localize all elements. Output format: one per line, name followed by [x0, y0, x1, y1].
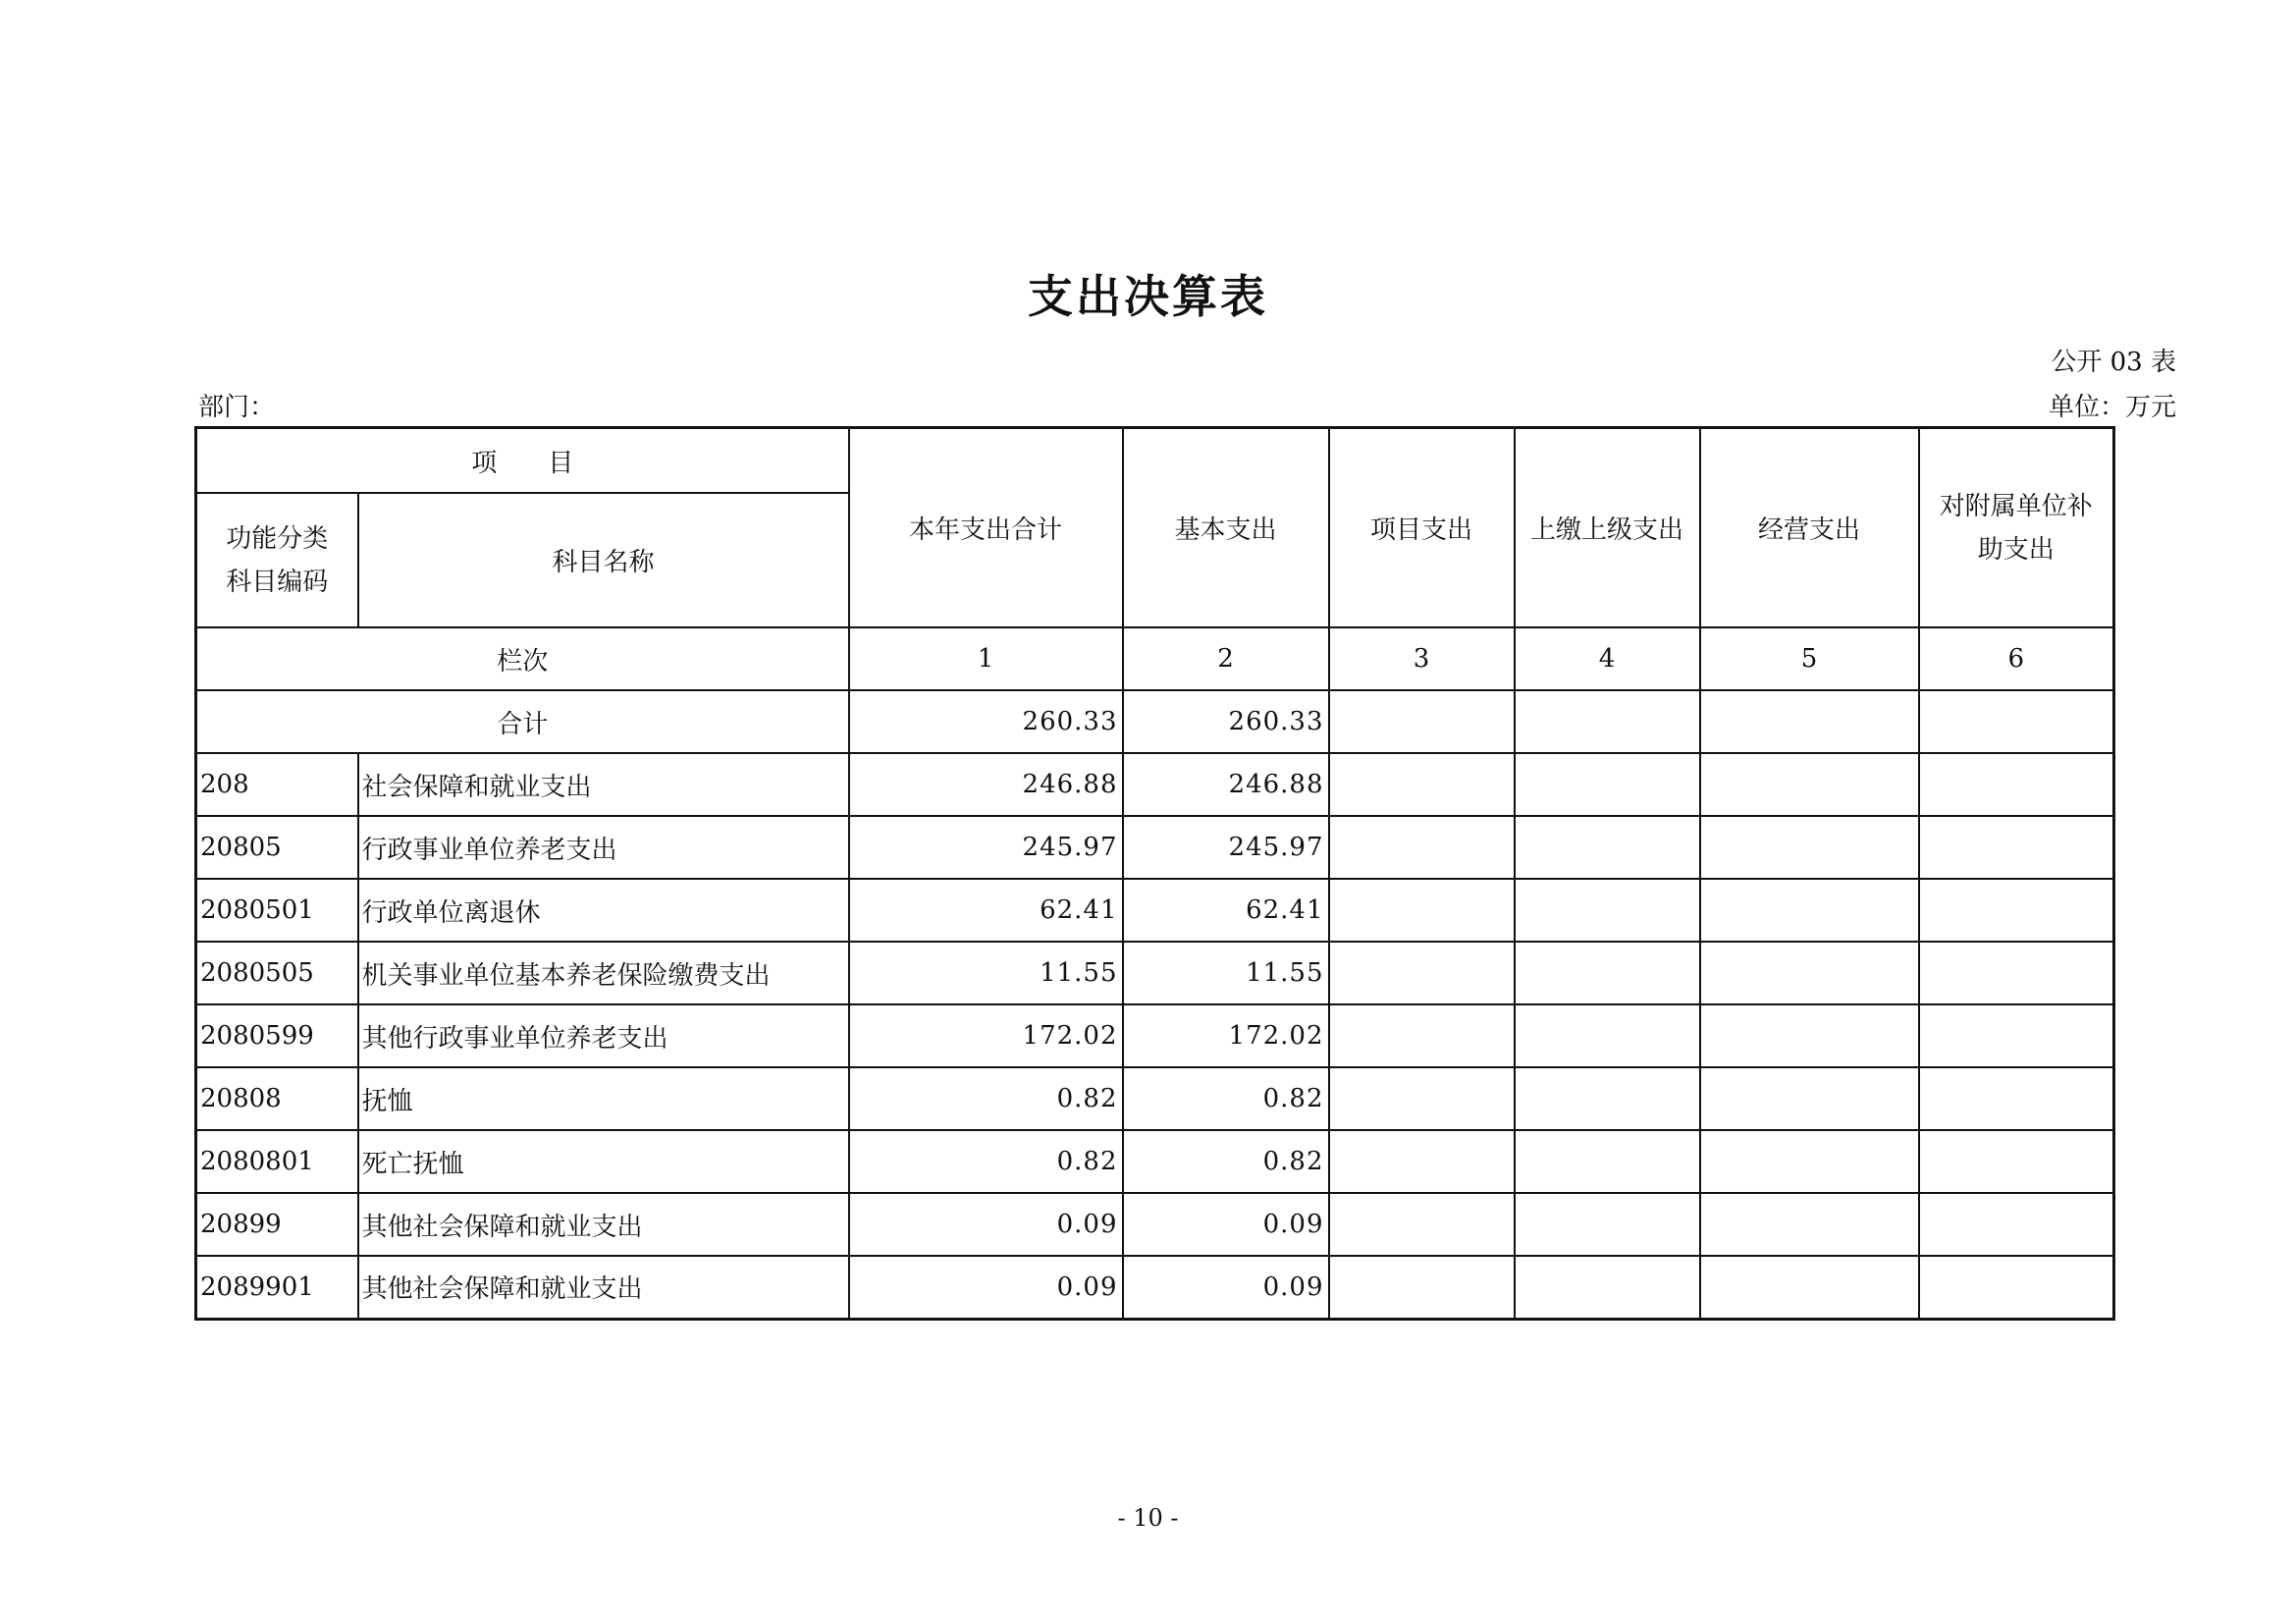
- empty-cell: [1919, 1256, 2114, 1319]
- empty-cell: [1515, 1004, 1700, 1067]
- header-col6: [1919, 428, 2114, 628]
- empty-cell: [1700, 1256, 1919, 1319]
- table-row: [196, 879, 2114, 942]
- header-col6-line1: 对附属单位补: [1939, 491, 2093, 521]
- row-name: 社会保障和就业支出: [358, 753, 849, 816]
- empty-cell: [1919, 942, 2114, 1004]
- empty-cell: [1700, 1004, 1919, 1067]
- empty-cell: [1329, 1067, 1515, 1130]
- row-value-1: 62.41: [849, 879, 1123, 942]
- header-col6-line2: 助支出: [1977, 534, 2055, 565]
- empty-cell: [1700, 942, 1919, 1004]
- row-value-1: 172.02: [849, 1004, 1123, 1067]
- row-code: 208: [196, 753, 358, 816]
- row-value-1: 0.09: [849, 1193, 1123, 1256]
- row-name: 行政事业单位养老支出: [358, 816, 849, 879]
- column-number-5: 5: [1700, 627, 1919, 690]
- empty-cell: [1515, 816, 1700, 879]
- table-row: [196, 1004, 2114, 1067]
- table-row: [196, 1067, 2114, 1130]
- total-empty-cell: [1515, 690, 1700, 753]
- row-value-1: 246.88: [849, 753, 1123, 816]
- empty-cell: [1515, 879, 1700, 942]
- header-code-line2: 科目编码: [226, 567, 329, 597]
- empty-cell: [1919, 879, 2114, 942]
- header-name: 科目名称: [358, 493, 849, 627]
- empty-cell: [1919, 1193, 2114, 1256]
- row-code: 20899: [196, 1193, 358, 1256]
- unit-label: 单位：万元: [2048, 393, 2176, 422]
- total-row: [196, 690, 2114, 753]
- row-name: 机关事业单位基本养老保险缴费支出: [358, 942, 849, 1004]
- empty-cell: [1329, 1004, 1515, 1067]
- empty-cell: [1329, 753, 1515, 816]
- row-code: 2080599: [196, 1004, 358, 1067]
- total-empty-cell: [1919, 690, 2114, 753]
- empty-cell: [1919, 816, 2114, 879]
- row-code: 2080501: [196, 879, 358, 942]
- row-value-2: 0.82: [1123, 1130, 1329, 1193]
- header-code-line1: 功能分类: [226, 523, 329, 554]
- empty-cell: [1700, 1067, 1919, 1130]
- column-number-1: 1: [849, 627, 1123, 690]
- empty-cell: [1919, 1067, 2114, 1130]
- row-code: 2080505: [196, 942, 358, 1004]
- row-value-2: 0.09: [1123, 1256, 1329, 1319]
- empty-cell: [1919, 753, 2114, 816]
- empty-cell: [1700, 1130, 1919, 1193]
- empty-cell: [1329, 942, 1515, 1004]
- empty-cell: [1919, 1004, 2114, 1067]
- header-col4: 上缴上级支出: [1515, 428, 1700, 628]
- empty-cell: [1700, 1193, 1919, 1256]
- total-empty-cell: [1700, 690, 1919, 753]
- empty-cell: [1515, 942, 1700, 1004]
- table-row: [196, 942, 2114, 1004]
- table-row: [196, 1193, 2114, 1256]
- row-name: 其他社会保障和就业支出: [358, 1193, 849, 1256]
- row-code: 2080801: [196, 1130, 358, 1193]
- empty-cell: [1329, 1193, 1515, 1256]
- form-number: 公开 03 表: [2051, 348, 2176, 377]
- table-row: [196, 1256, 2114, 1319]
- row-value-1: 0.82: [849, 1130, 1123, 1193]
- empty-cell: [1329, 1256, 1515, 1319]
- header-col1: 本年支出合计: [849, 428, 1123, 628]
- table-row: [196, 1130, 2114, 1193]
- row-value-2: 11.55: [1123, 942, 1329, 1004]
- row-value-2: 245.97: [1123, 816, 1329, 879]
- department-label: 部门：: [198, 393, 276, 422]
- empty-cell: [1700, 753, 1919, 816]
- header-row-1: [196, 428, 2114, 494]
- expenditure-table: [194, 426, 2115, 1321]
- row-name: 其他行政事业单位养老支出: [358, 1004, 849, 1067]
- empty-cell: [1515, 1256, 1700, 1319]
- header-item: 项 目: [196, 428, 849, 494]
- page-number: - 10 -: [1117, 1504, 1179, 1532]
- row-code: 20808: [196, 1067, 358, 1130]
- row-value-2: 0.09: [1123, 1193, 1329, 1256]
- row-name: 其他社会保障和就业支出: [358, 1256, 849, 1319]
- row-value-1: 11.55: [849, 942, 1123, 1004]
- total-label: 合计: [196, 690, 849, 753]
- header-col2: 基本支出: [1123, 428, 1329, 628]
- document-title: 支出决算表: [1028, 270, 1268, 323]
- column-number-6: 6: [1919, 627, 2114, 690]
- empty-cell: [1515, 1067, 1700, 1130]
- row-value-2: 172.02: [1123, 1004, 1329, 1067]
- table-row: [196, 816, 2114, 879]
- row-value-1: 0.82: [849, 1067, 1123, 1130]
- header-col3: 项目支出: [1329, 428, 1515, 628]
- table-body: [196, 428, 2114, 1320]
- empty-cell: [1329, 879, 1515, 942]
- row-value-2: 0.82: [1123, 1067, 1329, 1130]
- row-code: 20805: [196, 816, 358, 879]
- empty-cell: [1329, 1130, 1515, 1193]
- empty-cell: [1515, 1193, 1700, 1256]
- row-value-2: 62.41: [1123, 879, 1329, 942]
- column-number-row: [196, 627, 2114, 690]
- column-number-4: 4: [1515, 627, 1700, 690]
- empty-cell: [1700, 816, 1919, 879]
- empty-cell: [1515, 1130, 1700, 1193]
- column-number-2: 2: [1123, 627, 1329, 690]
- header-col5: 经营支出: [1700, 428, 1919, 628]
- row-name: 抚恤: [358, 1067, 849, 1130]
- empty-cell: [1515, 753, 1700, 816]
- empty-cell: [1329, 816, 1515, 879]
- row-value-2: 246.88: [1123, 753, 1329, 816]
- column-number-3: 3: [1329, 627, 1515, 690]
- total-value-2: 260.33: [1123, 690, 1329, 753]
- row-code: 2089901: [196, 1256, 358, 1319]
- total-empty-cell: [1329, 690, 1515, 753]
- row-value-1: 245.97: [849, 816, 1123, 879]
- row-name: 死亡抚恤: [358, 1130, 849, 1193]
- row-name: 行政单位离退休: [358, 879, 849, 942]
- column-number-label: 栏次: [196, 627, 849, 690]
- row-value-1: 0.09: [849, 1256, 1123, 1319]
- table-row: [196, 753, 2114, 816]
- empty-cell: [1700, 879, 1919, 942]
- empty-cell: [1919, 1130, 2114, 1193]
- total-value-1: 260.33: [849, 690, 1123, 753]
- header-code: [196, 493, 358, 627]
